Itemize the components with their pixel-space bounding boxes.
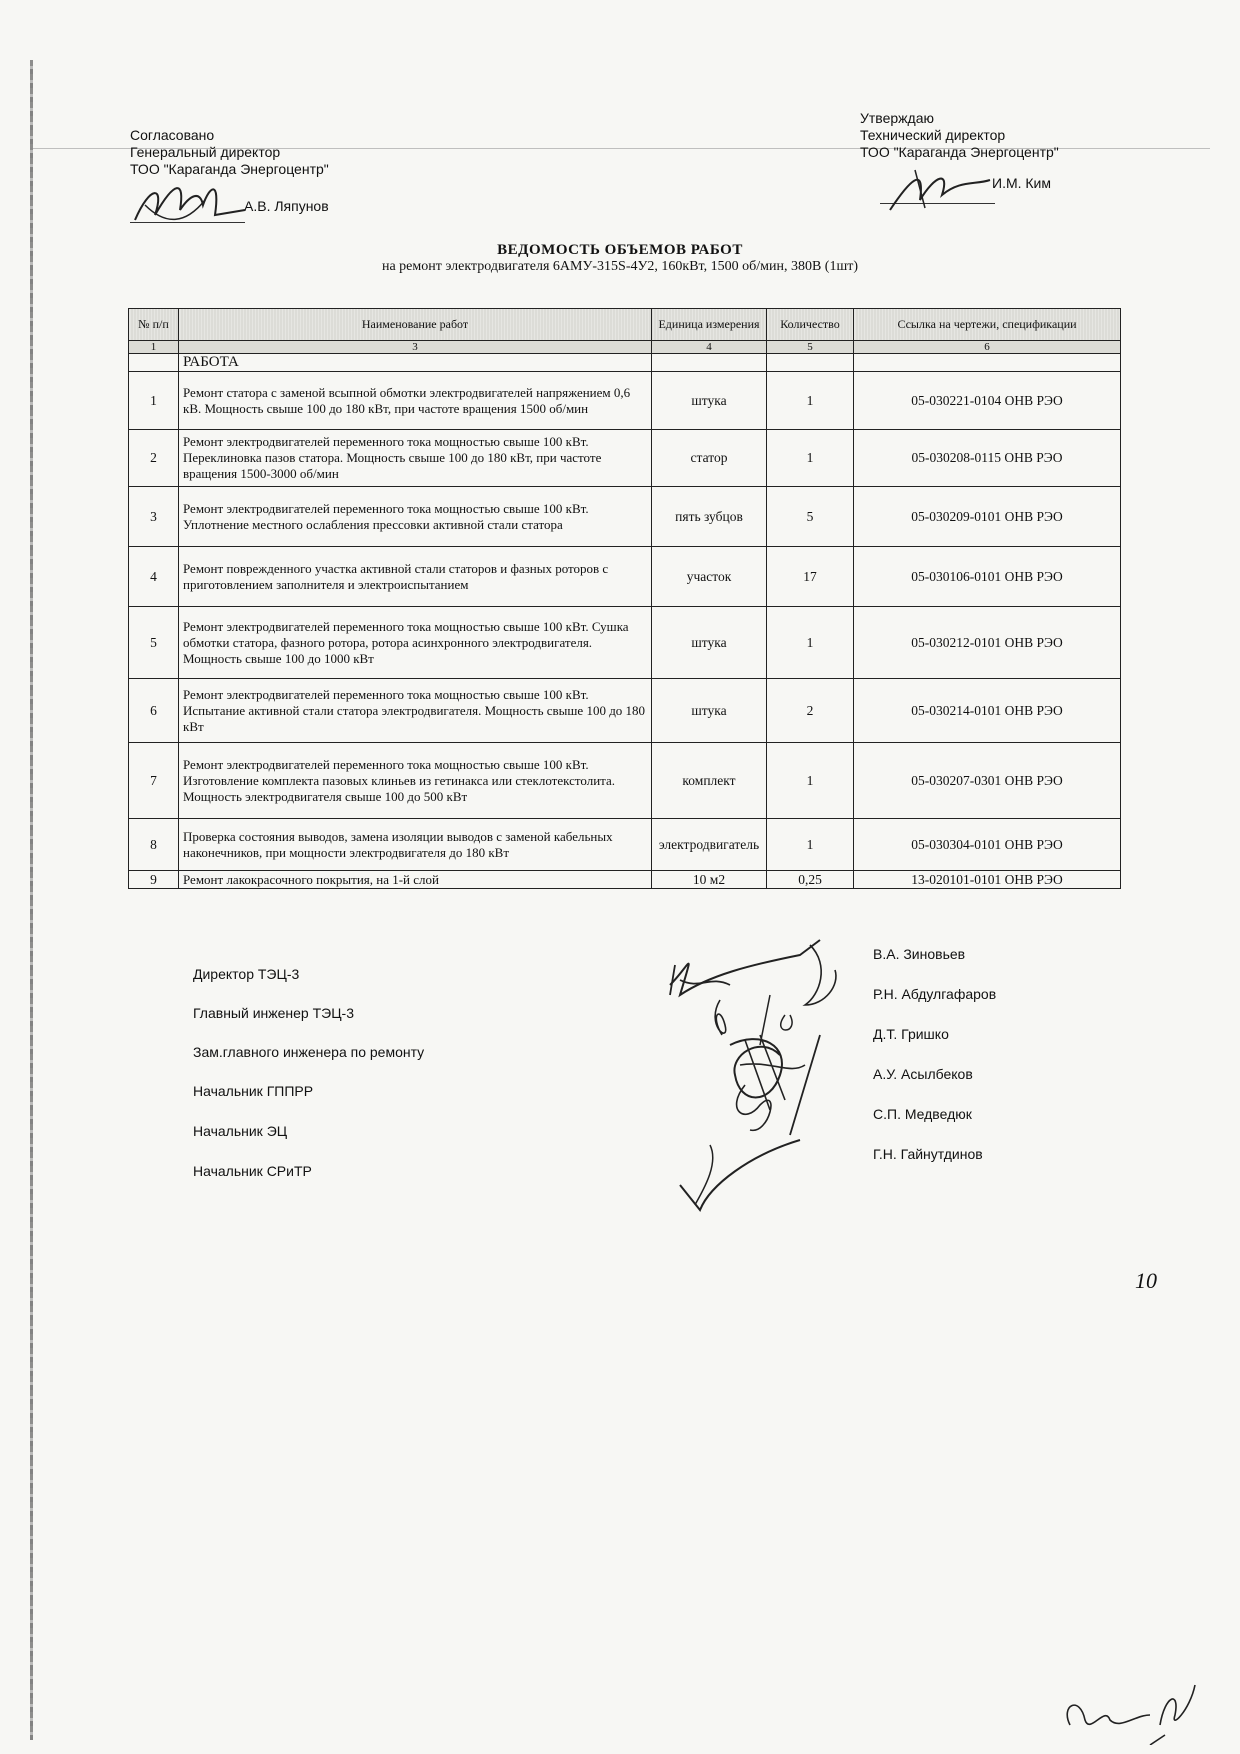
- page-number: 10: [1135, 1268, 1157, 1293]
- row-unit: штука: [652, 607, 767, 679]
- row-qty: 1: [767, 743, 854, 819]
- row-name: Ремонт статора с заменой всыпной обмотки электродвигателей напряжением 0,6 кВ. Мощность свыше 100 до 180 кВт, при частоте вращения 1500 об/мин: [179, 372, 652, 430]
- row-unit: 10 м2: [652, 871, 767, 889]
- row-qty: 0,25: [767, 871, 854, 889]
- row-no: 1: [129, 372, 179, 430]
- row-qty: 1: [767, 430, 854, 487]
- row-ref: 05-030106-0101 ОНВ РЭО: [854, 547, 1121, 607]
- col-number: 4: [652, 341, 767, 354]
- signer-name: В.А. Зиновьев: [873, 946, 966, 962]
- row-name: Ремонт электродвигателей переменного тока мощностью свыше 100 кВт. Испытание активной стали статора электродвигателя. Мощность свыше 100 до 180 кВт: [179, 679, 652, 743]
- approval-right-line1: Утверждаю: [860, 110, 934, 126]
- signer-position: Директор ТЭЦ-3: [193, 966, 300, 982]
- works-table: [128, 308, 1121, 889]
- signer-position: Зам.главного инженера по ремонту: [193, 1044, 425, 1060]
- row-name: Ремонт электродвигателей переменного тока мощностью свыше 100 кВт. Уплотнение местного ослабления прессовки активной стали статора: [179, 487, 652, 547]
- title-sub: на ремонт электродвигателя 6АМУ-315S-4У2, 160кВт, 1500 об/мин, 380В (1шт): [381, 259, 859, 274]
- approval-left-line2: Генеральный директор: [130, 144, 281, 160]
- header-unit: Единица измерения: [652, 309, 767, 341]
- table-row: [129, 430, 1121, 487]
- row-unit: участок: [652, 547, 767, 607]
- row-no: 7: [129, 743, 179, 819]
- row-qty: 17: [767, 547, 854, 607]
- approval-right-line2: Технический директор: [860, 127, 1006, 143]
- table-row: [129, 372, 1121, 430]
- col-number: 3: [179, 341, 652, 354]
- signature-left-icon: [125, 175, 265, 235]
- row-ref: 13-020101-0101 ОНВ РЭО: [854, 871, 1121, 889]
- row-no: 8: [129, 819, 179, 871]
- row-unit: комплект: [652, 743, 767, 819]
- col-number: 6: [854, 341, 1121, 354]
- row-qty: 2: [767, 679, 854, 743]
- signer-name: Р.Н. Абдулгафаров: [873, 986, 997, 1002]
- row-ref: 05-030207-0301 ОНВ РЭО: [854, 743, 1121, 819]
- row-name: Ремонт электродвигателей переменного тока мощностью свыше 100 кВт. Сушка обмотки статора, фазного ротора, ротора асинхронного электродвигателя. Мощность свыше 100 до 1000 кВт: [179, 607, 652, 679]
- approval-left-line1: Согласовано: [130, 127, 215, 143]
- table-row: [129, 679, 1121, 743]
- approval-right-line3: ТОО "Караганда Энергоцентр": [860, 144, 1059, 160]
- header-qty: Количество: [767, 309, 854, 341]
- row-unit: электродвигатель: [652, 819, 767, 871]
- row-ref: 05-030214-0101 ОНВ РЭО: [854, 679, 1121, 743]
- row-name: Ремонт электродвигателей переменного тока мощностью свыше 100 кВт. Переклиновка пазов статора. Мощность свыше 100 до 180 кВт, при частоте вращения 1500-3000 об/мин: [179, 430, 652, 487]
- row-name: Проверка состояния выводов, замена изоляции выводов с заменой кабельных наконечников, при мощности электродвигателя до 180 кВт: [179, 819, 652, 871]
- row-unit: штука: [652, 679, 767, 743]
- row-no: 2: [129, 430, 179, 487]
- approval-left-name: А.В. Ляпунов: [244, 198, 329, 214]
- signer-position: Начальник ГППРР: [193, 1083, 314, 1099]
- row-no: 6: [129, 679, 179, 743]
- row-unit: штука: [652, 372, 767, 430]
- row-name: Ремонт поврежденного участка активной стали статоров и фазных роторов с приготовлением заполнителя и электроиспытанием: [179, 547, 652, 607]
- row-no: 5: [129, 607, 179, 679]
- table-row: [129, 607, 1121, 679]
- table-row: [129, 819, 1121, 871]
- row-qty: 5: [767, 487, 854, 547]
- col-number: 5: [767, 341, 854, 354]
- row-unit: статор: [652, 430, 767, 487]
- row-unit: пять зубцов: [652, 487, 767, 547]
- row-qty: 1: [767, 607, 854, 679]
- row-ref: 05-030209-0101 ОНВ РЭО: [854, 487, 1121, 547]
- title-main: ВЕДОМОСТЬ ОБЪЕМОВ РАБОТ: [497, 242, 743, 258]
- scan-edge-artifact: [30, 60, 33, 1740]
- row-qty: 1: [767, 819, 854, 871]
- row-qty: 1: [767, 372, 854, 430]
- signer-position: Главный инженер ТЭЦ-3: [193, 1005, 355, 1021]
- signer-name: Г.Н. Гайнутдинов: [873, 1146, 983, 1162]
- section-title: РАБОТА: [179, 354, 652, 372]
- row-ref: 05-030221-0104 ОНВ РЭО: [854, 372, 1121, 430]
- row-name: Ремонт лакокрасочного покрытия, на 1-й слой: [179, 871, 652, 889]
- signer-position: Начальник ЭЦ: [193, 1123, 288, 1139]
- col-number: 1: [129, 341, 179, 354]
- approval-right-name: И.М. Ким: [992, 175, 1051, 191]
- initials-signature-icon: [1050, 1675, 1210, 1745]
- row-ref: 05-030304-0101 ОНВ РЭО: [854, 819, 1121, 871]
- row-no: 3: [129, 487, 179, 547]
- row-no: 4: [129, 547, 179, 607]
- signer-name: Д.Т. Гришко: [873, 1026, 949, 1042]
- approval-left-line3: ТОО "Караганда Энергоцентр": [130, 161, 329, 177]
- header-no: № п/п: [129, 309, 179, 341]
- table-row: [129, 871, 1121, 889]
- row-no: 9: [129, 871, 179, 889]
- signatures-cluster-icon: [650, 935, 870, 1220]
- signature-right-icon: [880, 160, 1010, 220]
- table-row: [129, 487, 1121, 547]
- document-title: [0, 242, 1240, 275]
- header-ref: Ссылка на чертежи, спецификации: [854, 309, 1121, 341]
- row-ref: 05-030212-0101 ОНВ РЭО: [854, 607, 1121, 679]
- signer-position: Начальник СРиТР: [193, 1163, 312, 1179]
- table-row: [129, 547, 1121, 607]
- row-ref: 05-030208-0115 ОНВ РЭО: [854, 430, 1121, 487]
- row-name: Ремонт электродвигателей переменного тока мощностью свыше 100 кВт. Изготовление комплекта пазовых клиньев из гетинакса или стеклотекстолита. Мощность электродвигателя свыше 100 до 500 кВт: [179, 743, 652, 819]
- table-row: [129, 743, 1121, 819]
- header-name: Наименование работ: [179, 309, 652, 341]
- signer-name: А.У. Асылбеков: [873, 1066, 973, 1082]
- signer-name: С.П. Медведюк: [873, 1106, 972, 1122]
